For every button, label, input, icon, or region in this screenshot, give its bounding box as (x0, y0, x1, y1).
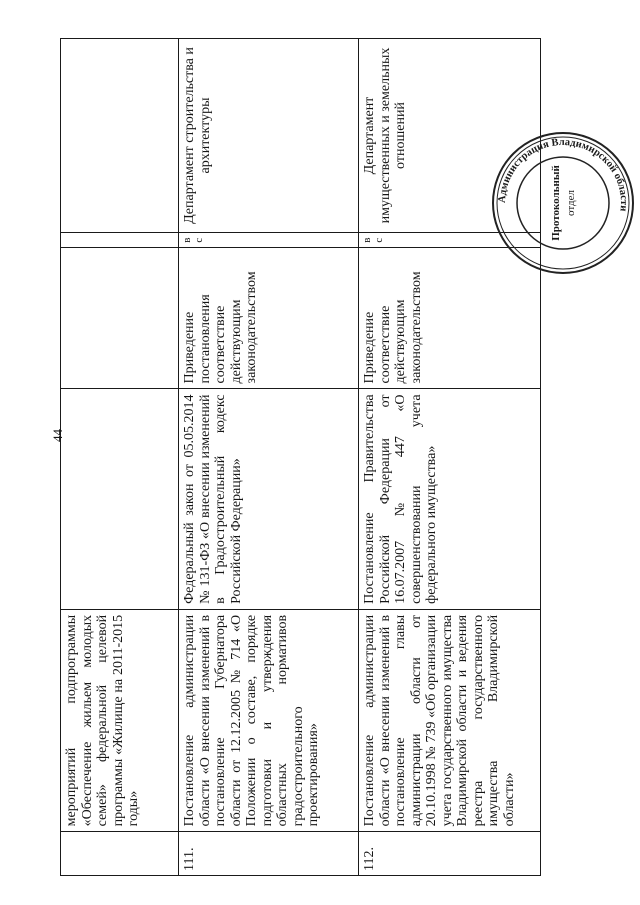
document-title-cell: Постановление администрации области «О внесении изменений в постановление главы администрации области от 20.10.1998 № 739 «Об организации учета государственного имущества Владимирской области и ведения реестра государственного имущества Владимирской области» (359, 609, 541, 831)
row-number: 111. (179, 832, 359, 876)
legal-basis-cell (61, 389, 179, 609)
official-stamp (488, 128, 638, 278)
stamp-inner-ring (517, 157, 609, 249)
department-cell: Департамент строительства и архитектуры (179, 39, 359, 233)
legal-basis-cell: Постановление Правительства Российской Федерации от 16.07.2007 № 447 «О совершенствовании учета федерального имущества» (359, 389, 541, 609)
department-cell (61, 39, 179, 233)
mark-letter: с (193, 237, 205, 243)
action-cell (61, 248, 179, 389)
table-row (61, 39, 179, 876)
document-title-cell: мероприятий подпрограммы «Обеспечение жильем молодых семей» федеральной целевой программы «Жилище на 2011-2015 годы» (61, 609, 179, 831)
action-cell: Приведение постановления соответствие действующим законодательством (179, 248, 359, 389)
stamp-outer-ring (493, 133, 633, 273)
stamp-inner-line: Протокольный (550, 165, 562, 241)
table-row (179, 39, 359, 876)
document-title-cell: Постановление администрации области «О внесении изменений в постановление Губернатора области от 12.12.2005 № 714 «О Положении о составе, порядке подготовки и утверждения областных нормативов градостроительного проектирования» (179, 609, 359, 831)
legislation-table (60, 38, 541, 876)
mark-cell (179, 233, 359, 248)
legal-basis-cell: Федеральный закон от 05.05.2014 № 131-ФЗ «О внесении изменений в Градостроительный кодекс Российской Федерации» (179, 389, 359, 609)
stamp-inner-line: отдел (565, 190, 577, 216)
row-number: 112. (359, 832, 541, 876)
page-number: 44 (50, 429, 65, 442)
stamp-graphic (488, 128, 638, 278)
mark-letter: в (181, 237, 193, 243)
mark-letter: с (373, 237, 385, 243)
action-cell: Приведение соответствие действующим законодательством (359, 248, 541, 389)
rotated-table-container (60, 38, 540, 876)
stamp-outer-text-path: Администрация Владимирской области (496, 136, 630, 212)
mark-letter: в (361, 237, 373, 243)
mark-cell (61, 233, 179, 248)
row-number (61, 832, 179, 876)
department-cell: Департамент имущественных и земельных отношений (359, 39, 541, 233)
